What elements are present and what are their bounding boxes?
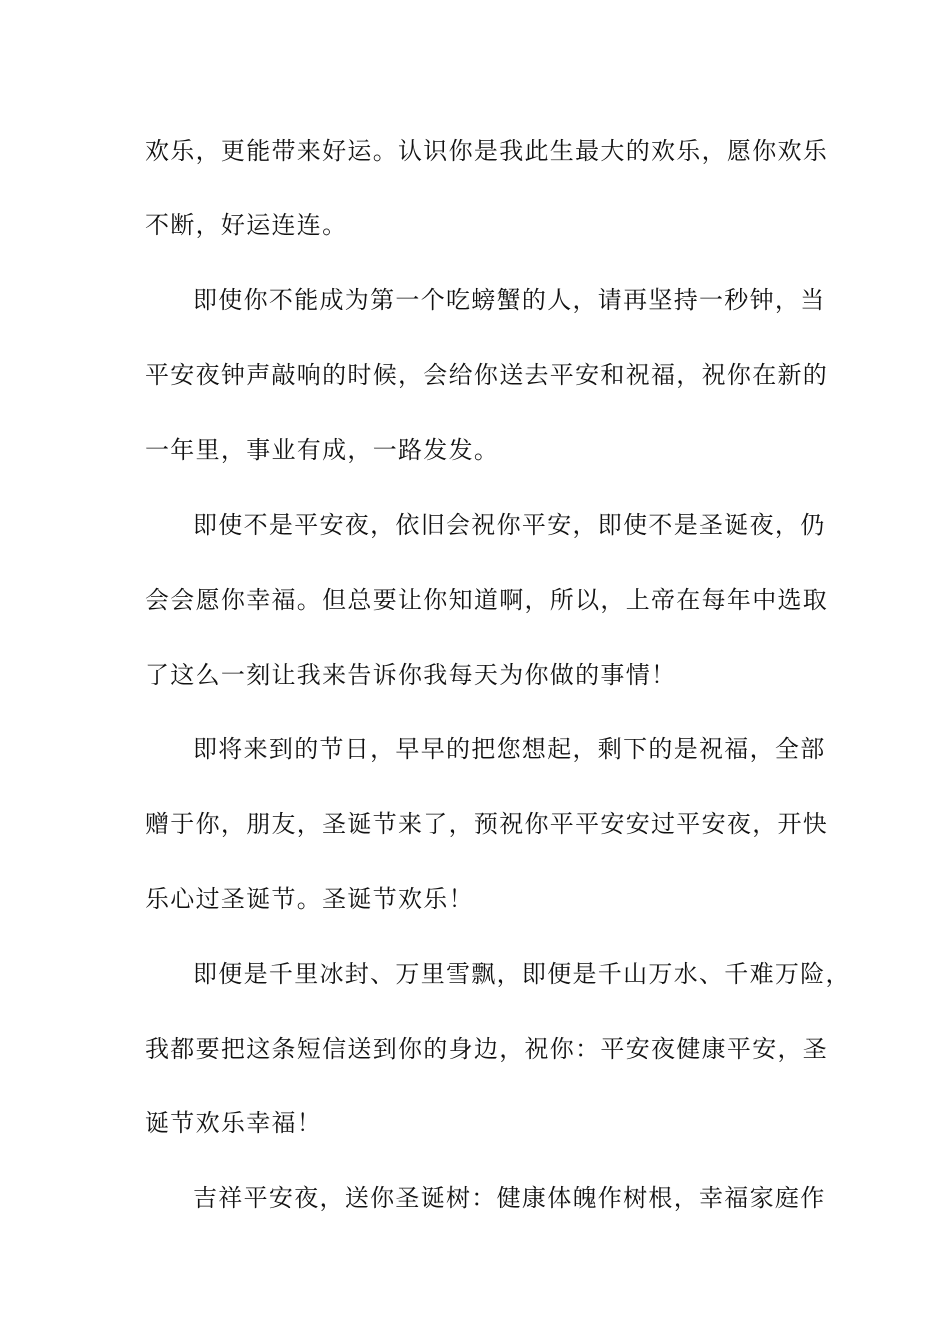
paragraph-line: 即便是千里冰封、万里雪飘，即便是千山万水、千难万险， xyxy=(193,960,851,988)
paragraph-line: 乐心过圣诞节。圣诞节欢乐！ xyxy=(145,885,474,913)
paragraph-line: 不断，好运连连。 xyxy=(145,211,348,239)
paragraph-line: 诞节欢乐幸福！ xyxy=(145,1109,323,1137)
paragraph-line: 吉祥平安夜，送你圣诞树：健康体魄作树根，幸福家庭作 xyxy=(193,1184,826,1212)
paragraph-line: 即使你不能成为第一个吃螃蟹的人，请再坚持一秒钟，当 xyxy=(193,286,826,314)
paragraph-line: 一年里，事业有成，一路发发。 xyxy=(145,436,500,464)
paragraph-line: 我都要把这条短信送到你的身边，祝你：平安夜健康平安，圣 xyxy=(145,1035,829,1063)
paragraph-line: 欢乐，更能带来好运。认识你是我此生最大的欢乐，愿你欢乐 xyxy=(145,137,829,165)
paragraph-line: 即使不是平安夜，依旧会祝你平安，即使不是圣诞夜，仍 xyxy=(193,511,826,539)
paragraph-line: 即将来到的节日，早早的把您想起，剩下的是祝福，全部 xyxy=(193,735,826,763)
paragraph-line: 赠于你，朋友，圣诞节来了，预祝你平平安安过平安夜，开快 xyxy=(145,810,829,838)
paragraph-line: 会会愿你幸福。但总要让你知道啊，所以，上帝在每年中选取 xyxy=(145,586,829,614)
paragraph-line: 了这么一刻让我来告诉你我每天为你做的事情！ xyxy=(145,661,677,689)
paragraph-line: 平安夜钟声敲响的时候，会给你送去平安和祝福，祝你在新的 xyxy=(145,361,829,389)
